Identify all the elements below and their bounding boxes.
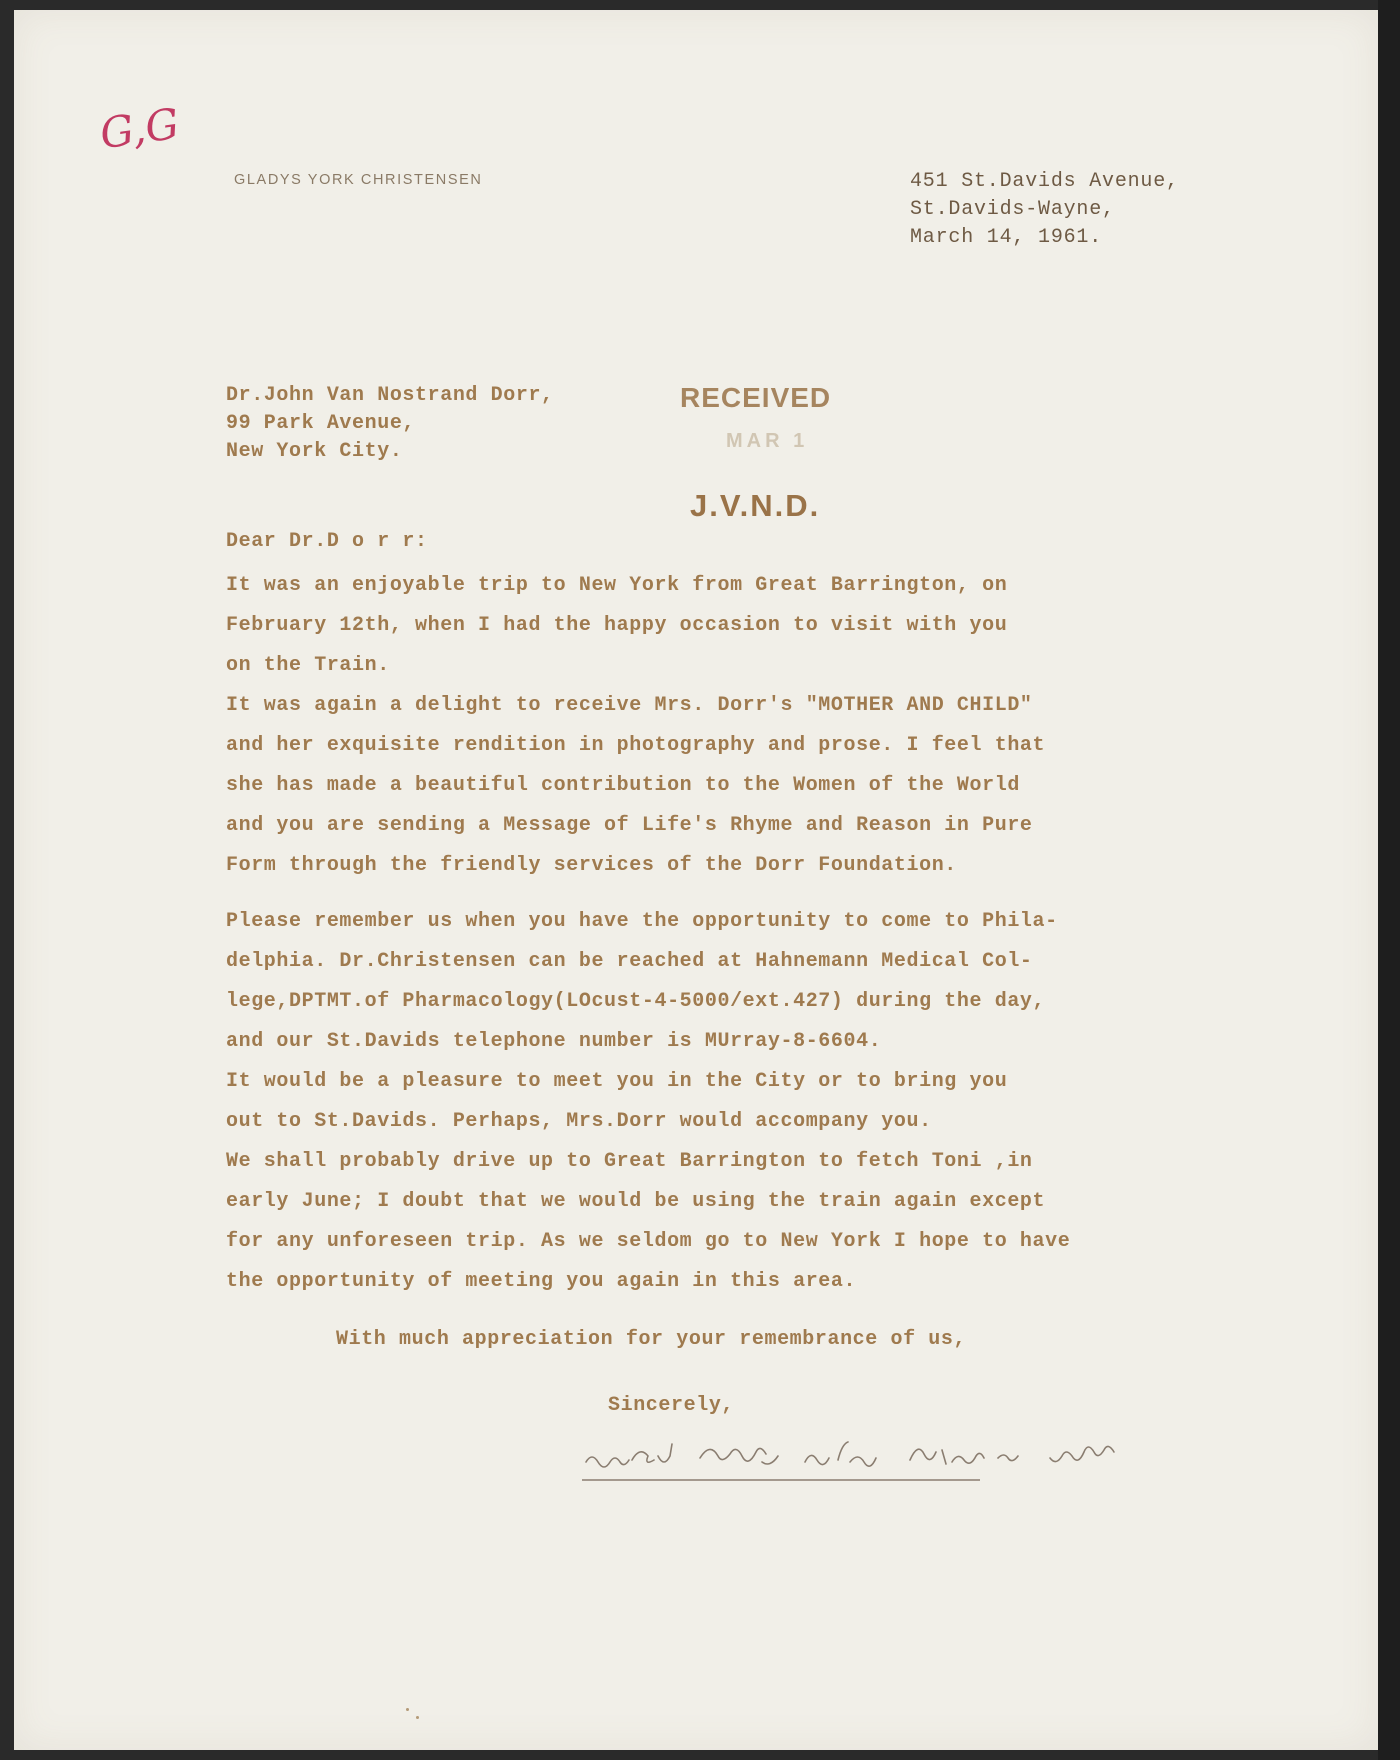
body-line: Form through the friendly services of the Dorr Foundation.: [226, 854, 957, 877]
body-line: lege,DPTMT.of Pharmacology(LOcust-4-5000/ext.427) during the day,: [226, 990, 1046, 1013]
return-address-line: St.Davids-Wayne,: [910, 198, 1115, 221]
received-stamp-initials: J.V.N.D.: [690, 488, 821, 523]
body-line: out to St.Davids. Perhaps, Mrs.Dorr would accompany you.: [226, 1110, 932, 1133]
body-line: It was an enjoyable trip to New York from Great Barrington, on: [226, 574, 1008, 597]
body-line: on the Train.: [226, 654, 390, 677]
body-line: and her exquisite rendition in photography and prose. I feel that: [226, 734, 1046, 757]
body-line: early June; I doubt that we would be using the train again except: [226, 1190, 1046, 1213]
recipient-line: New York City.: [226, 440, 403, 463]
return-address-date: March 14, 1961.: [910, 226, 1103, 249]
paper-speck: [406, 1708, 409, 1711]
letterhead: GLADYS YORK CHRISTENSEN: [234, 172, 483, 188]
paper-speck: [416, 1716, 419, 1719]
closing-line: With much appreciation for your remembrance of us,: [336, 1328, 967, 1351]
body-line: It would be a pleasure to meet you in the City or to bring you: [226, 1070, 1008, 1093]
recipient-line: Dr.John Van Nostrand Dorr,: [226, 384, 554, 407]
body-line: she has made a beautiful contribution to the Women of the World: [226, 774, 1020, 797]
page-edge-shadow: [1378, 0, 1400, 1760]
salutation: Dear Dr.D o r r:: [226, 530, 428, 553]
body-line: the opportunity of meeting you again in this area.: [226, 1270, 857, 1293]
body-line: delphia. Dr.Christensen can be reached at Hahnemann Medical Col-: [226, 950, 1033, 973]
body-line: February 12th, when I had the happy occasion to visit with you: [226, 614, 1008, 637]
handwritten-signature: [580, 1422, 1180, 1492]
received-stamp-label: RECEIVED: [680, 382, 832, 413]
margin-initials-mark: G,G: [96, 98, 182, 159]
body-line: We shall probably drive up to Great Barrington to fetch Toni ,in: [226, 1150, 1033, 1173]
body-line: and our St.Davids telephone number is MUrray-8-6604.: [226, 1030, 882, 1053]
recipient-line: 99 Park Avenue,: [226, 412, 416, 435]
body-line: for any unforeseen trip. As we seldom go to New York I hope to have: [226, 1230, 1071, 1253]
signoff: Sincerely,: [608, 1394, 735, 1417]
body-line: It was again a delight to receive Mrs. Dorr's "MOTHER AND CHILD": [226, 694, 1033, 717]
body-line: and you are sending a Message of Life's Rhyme and Reason in Pure: [226, 814, 1033, 837]
body-line: Please remember us when you have the opportunity to come to Phila-: [226, 910, 1058, 933]
received-stamp-date: MAR 1: [726, 430, 809, 452]
return-address-line: 451 St.Davids Avenue,: [910, 170, 1179, 193]
